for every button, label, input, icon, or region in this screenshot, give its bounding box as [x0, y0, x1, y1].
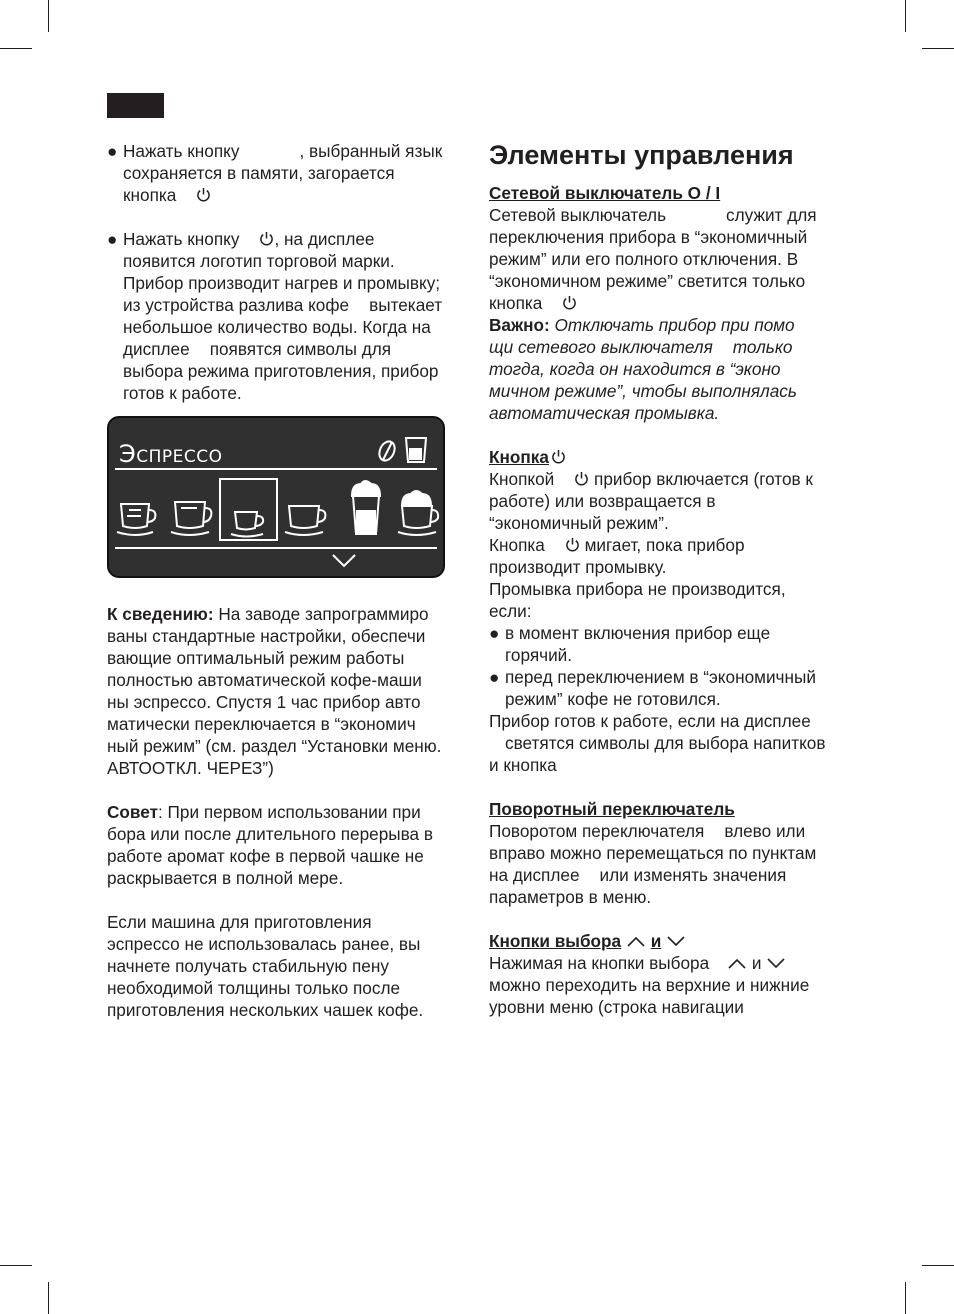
text: Совет — [107, 802, 158, 822]
section-heading: Кнопка — [489, 447, 549, 467]
crop-mark — [0, 48, 32, 49]
selection-frame — [220, 479, 277, 540]
crop-mark — [48, 0, 49, 32]
crop-mark — [922, 48, 954, 49]
text: и — [650, 931, 662, 951]
chevron-up-icon — [626, 935, 646, 947]
cup-icon — [231, 512, 263, 537]
text: Если машина для приготовления — [107, 912, 372, 932]
text: горячий. — [505, 645, 573, 665]
bullet-dot: ● — [489, 623, 500, 643]
text: “экономичный режим”. — [489, 513, 669, 533]
text: параметров в меню. — [489, 887, 652, 907]
coffee-machine-display — [107, 416, 445, 578]
bullet-item — [107, 228, 467, 404]
section-heading: Кнопки выбора — [489, 931, 622, 951]
text: уровни меню (строка навигации — [489, 997, 744, 1017]
text: Нажать кнопку — [123, 229, 240, 249]
text: Важно: — [489, 315, 550, 335]
text: готов к работе. — [123, 383, 242, 403]
bullet-dot: ● — [489, 667, 500, 687]
text: на дисплее — [489, 865, 580, 885]
text: автоматическая промывка. — [489, 403, 720, 423]
power-icon — [196, 187, 211, 203]
text: Отключать прибор при помо — [549, 315, 795, 335]
text: перед переключением в “экономичный — [505, 667, 816, 687]
text: вающие оптимальный режим работы — [107, 648, 405, 668]
crop-mark — [905, 1282, 906, 1314]
text: “экономичном режиме” светится только — [489, 271, 806, 291]
chevron-down-icon — [766, 957, 786, 969]
text: вправо можно перемещаться по пунктам — [489, 843, 817, 863]
section-heading: Поворотный переключатель — [489, 799, 735, 819]
text: прибор включается (готов к — [594, 469, 813, 489]
text: небольшое количество воды. Когда на — [123, 317, 431, 337]
text: Поворотом переключателя — [489, 821, 705, 841]
text: СПРЕССО — [136, 447, 223, 467]
text: если: — [489, 601, 532, 621]
text: работе) или возвращается в — [489, 491, 716, 511]
text: щи сетевого выключателя — [489, 337, 713, 357]
chevron-down-icon — [333, 555, 355, 566]
cup-icon — [285, 506, 325, 535]
text: раскрывается в полной мере. — [107, 868, 344, 888]
text: режим” или его полного отключения. В — [489, 249, 799, 269]
cup-icon — [117, 504, 155, 535]
text: Прибор производит нагрев и промывку; — [123, 273, 441, 293]
power-icon — [259, 231, 274, 247]
latte-glass-icon — [352, 481, 380, 534]
text: Промывка прибора не производится, — [489, 579, 786, 599]
cup-icon — [171, 502, 211, 535]
crop-mark — [48, 1282, 49, 1314]
power-icon — [551, 449, 566, 465]
text: производит промывку. — [489, 557, 667, 577]
text: Э — [119, 440, 137, 468]
text: бора или после длительного перерыва в — [107, 824, 434, 844]
text: влево или — [724, 821, 806, 841]
left-column — [107, 140, 467, 404]
display-graphics — [109, 418, 445, 578]
text: Прибор готов к работе, если на дисплее — [489, 711, 811, 731]
bullet-dot: ● — [107, 141, 118, 161]
text: полностью автоматической кофе-маши — [107, 670, 422, 690]
text: На заводе запрограммиро — [213, 604, 429, 624]
power-icon — [574, 471, 589, 487]
power-icon — [562, 295, 577, 311]
text: ный режим” (см. раздел “Установки меню. — [107, 736, 442, 756]
chevron-up-icon — [727, 957, 747, 969]
text: эспрессо не использовалась ранее, вы — [107, 934, 421, 954]
text: или изменять значения — [599, 865, 787, 885]
text: Кнопка — [489, 535, 545, 555]
crop-mark — [0, 1265, 32, 1266]
text: кнопка — [489, 293, 543, 313]
text: переключения прибора в “экономичный — [489, 227, 808, 247]
text: необходимой толщины только после — [107, 978, 401, 998]
text: выбора режима приготовления, прибор — [123, 361, 439, 381]
text: вытекает — [369, 295, 443, 315]
text: приготовления нескольких чашек кофе. — [107, 1000, 424, 1020]
section-heading: Сетевой выключатель O / I — [489, 183, 721, 203]
text: , выбранный язык — [299, 141, 443, 161]
text: матически переключается в “экономич — [107, 714, 416, 734]
language-tab-block — [107, 93, 164, 118]
text: появится логотип торговой марки. — [123, 251, 395, 271]
text: можно переходить на верхние и нижние — [489, 975, 810, 995]
text: работе аромат кофе в первой чашке не — [107, 846, 424, 866]
text: кнопка — [123, 185, 177, 205]
text: Нажимая на кнопки выбора — [489, 953, 710, 973]
bullet-item — [489, 666, 854, 710]
text: и кнопка — [489, 755, 557, 775]
text: в момент включения прибор еще — [505, 623, 771, 643]
bean-icon — [376, 439, 397, 463]
right-column — [489, 140, 854, 1018]
text: мигает, пока прибор — [584, 535, 745, 555]
text: появятся символы для — [209, 339, 392, 359]
bullet-item — [107, 140, 467, 206]
left-column-lower — [107, 603, 467, 1021]
text: Кнопкой — [489, 469, 555, 489]
text: : При первом использовании при — [158, 802, 421, 822]
text: начнете получать стабильную пену — [107, 956, 389, 976]
text: , на дисплее — [274, 229, 375, 249]
cappuccino-cup-icon — [398, 491, 438, 535]
text: режим” кофе не готовился. — [505, 689, 721, 709]
water-tank-icon — [406, 438, 426, 462]
page-title: Элементы управления — [489, 140, 794, 170]
text: тогда, когда он находится в “эконо — [489, 359, 781, 379]
bullet-item — [489, 622, 854, 666]
text: ны эспрессо. Спустя 1 час прибор авто — [107, 692, 421, 712]
text: светятся символы для выбора напитков — [505, 733, 826, 753]
text: ваны стандартные настройки, обеспечи — [107, 626, 426, 646]
text: Сетевой выключатель — [489, 205, 667, 225]
text: сохраняется в памяти, загорается — [123, 163, 395, 183]
text: только — [732, 337, 793, 357]
text: мичном режиме”, чтобы выполнялась — [489, 381, 797, 401]
text: К сведению: — [107, 604, 214, 624]
crop-mark — [905, 0, 906, 32]
text: из устройства разлива кофе — [123, 295, 350, 315]
text: АВТООТКЛ. ЧЕРЕЗ”) — [107, 758, 274, 778]
text: Нажать кнопку — [123, 141, 240, 161]
power-icon — [565, 537, 580, 553]
crop-mark — [922, 1265, 954, 1266]
bullet-dot: ● — [107, 229, 118, 249]
chevron-down-icon — [666, 935, 686, 947]
text: дисплее — [123, 339, 190, 359]
text: служит для — [726, 205, 817, 225]
text: и — [751, 953, 762, 973]
